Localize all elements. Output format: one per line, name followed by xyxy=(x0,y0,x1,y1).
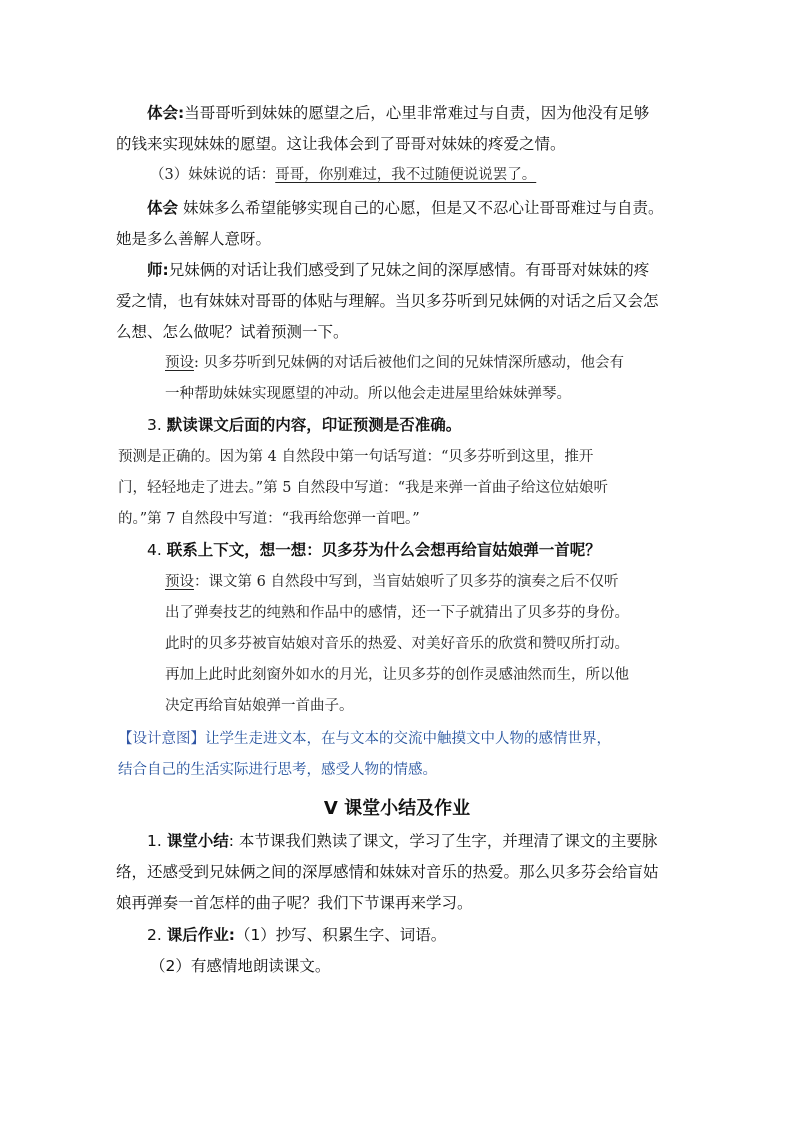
text: 她是多么善解人意呀。 xyxy=(116,230,272,248)
design-intent-label: 【设计意图】 xyxy=(118,731,205,747)
prediction-line xyxy=(165,665,629,685)
item-text: 默读课文后面的内容，印证预测是否准确。 xyxy=(166,416,462,434)
text: ：课文第 6 自然段中写到，当盲姑娘听了贝多芬的演奏之后不仅听 xyxy=(194,574,619,590)
paragraph-line xyxy=(116,893,473,913)
paragraph-line xyxy=(147,103,649,123)
label-yushe: 预设 xyxy=(165,355,194,371)
text: 娘再弹奏一首怎样的曲子呢？我们下节课再来学习。 xyxy=(116,894,473,912)
paragraph-line xyxy=(118,447,593,467)
paragraph-line xyxy=(118,509,420,529)
text: : 本节课我们熟读了课文，学习了生字，并理清了课文的主要脉 xyxy=(228,832,658,850)
prediction-line xyxy=(165,634,629,654)
text: 门，轻轻地走了进去。”第 5 自然段中写道：“我是来弹一首曲子给这位姑娘听 xyxy=(118,480,609,496)
numbered-item xyxy=(147,415,461,435)
paragraph-line xyxy=(150,956,330,976)
text: 一种帮助妹妹实现愿望的冲动。所以他会走进屋里给妹妹弹琴。 xyxy=(165,386,571,402)
text: 的钱来实现妹妹的愿望。这让我体会到了哥哥对妹妹的疼爱之情。 xyxy=(116,135,566,153)
text: 兄妹俩的对话让我们感受到了兄妹之间的深厚感情。有哥哥对妹妹的疼 xyxy=(168,261,650,279)
design-intent-line xyxy=(118,760,437,780)
paragraph-line xyxy=(116,229,271,249)
text: 的。”第 7 自然段中写道：“我再给您弹一首吧。” xyxy=(118,511,420,527)
label-tihui: 体会 xyxy=(147,199,179,217)
label-tihui: 体会: xyxy=(147,104,185,122)
paragraph-line xyxy=(147,260,649,280)
item-number: 3. xyxy=(147,416,162,434)
underlined-quote: 哥哥，你别难过，我不过随便说说罢了。 xyxy=(275,167,537,183)
text: （3）妹妹说的话： xyxy=(150,167,276,183)
paragraph-line xyxy=(116,862,659,882)
text: : 贝多芬听到兄妹俩的对话后被他们之间的兄妹情深所感动，他会有 xyxy=(194,355,624,371)
prediction-line xyxy=(165,353,624,373)
text: 爱之情，也有妹妹对哥哥的体贴与理解。当贝多芬听到兄妹俩的对话之后又会怎 xyxy=(116,292,659,310)
paragraph-line xyxy=(147,198,663,218)
text: （1）抄写、积累生字、词语。 xyxy=(234,926,447,944)
item-number: 2. xyxy=(147,926,162,944)
paragraph-line xyxy=(116,322,349,342)
text: 出了弹奏技艺的纯熟和作品中的感情，还一下子就猜出了贝多芬的身份。 xyxy=(165,605,629,621)
label-teacher: 师: xyxy=(147,261,169,279)
item-text: 联系上下文，想一想：贝多芬为什么会想再给盲姑娘弹一首呢？ xyxy=(166,541,601,559)
prediction-line xyxy=(165,603,629,623)
text: 妹妹多么希望能够实现自己的心愿，但是又不忍心让哥哥难过与自责。 xyxy=(182,199,664,217)
design-intent-line xyxy=(118,729,611,749)
text: 么想、怎么做呢？试着预测一下。 xyxy=(116,323,349,341)
sister-quote-line xyxy=(150,165,536,185)
homework-label: 课后作业: xyxy=(166,926,235,944)
text: （2）有感情地朗读课文。 xyxy=(150,957,331,975)
numbered-item xyxy=(147,540,601,560)
text: 结合自己的生活实际进行思考，感受人物的情感。 xyxy=(118,762,437,778)
prediction-line xyxy=(165,696,354,716)
paragraph-line xyxy=(116,134,566,154)
paragraph-line xyxy=(116,291,659,311)
paragraph-line xyxy=(118,478,608,498)
item-number: 1. xyxy=(147,832,162,850)
item-number: 4. xyxy=(147,541,162,559)
summary-label: 课堂小结 xyxy=(166,832,229,850)
section-heading: V 课堂小结及作业 xyxy=(323,798,471,819)
numbered-item xyxy=(147,925,446,945)
text: 当哥哥听到妹妹的愿望之后，心里非常难过与自责，因为他没有足够 xyxy=(184,104,650,122)
prediction-line xyxy=(165,572,618,592)
numbered-item xyxy=(147,831,657,851)
prediction-line xyxy=(165,384,571,404)
text: 再加上此时此刻窗外如水的月光，让贝多芬的创作灵感油然而生，所以他 xyxy=(165,667,629,683)
text: 预测是正确的。因为第 4 自然段中第一句话写道：“贝多芬听到这里，推开 xyxy=(118,449,594,465)
text: 络，还感受到兄妹俩之间的深厚感情和妹妹对音乐的热爱。那么贝多芬会给盲姑 xyxy=(116,863,659,881)
text: 此时的贝多芬被盲姑娘对音乐的热爱、对美好音乐的欣赏和赞叹所打动。 xyxy=(165,636,629,652)
text: 让学生走进文本，在与文本的交流中触摸文中人物的感情世界， xyxy=(205,731,611,747)
text: 决定再给盲姑娘弹一首曲子。 xyxy=(165,698,354,714)
label-yushe: 预设 xyxy=(165,574,194,590)
